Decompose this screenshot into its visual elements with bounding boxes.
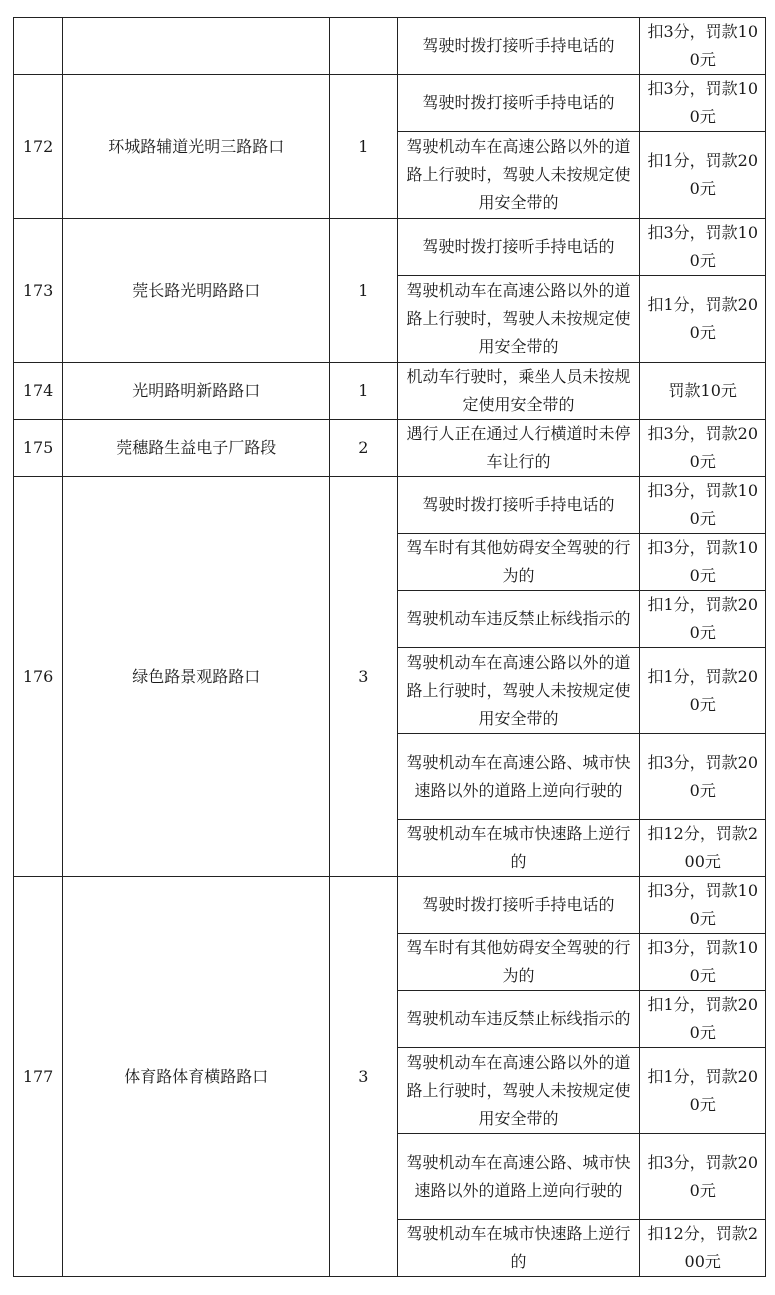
intersection-number: 174 — [14, 363, 63, 420]
penalty: 扣3分，罚款200元 — [640, 420, 766, 477]
violation-count: 1 — [330, 75, 397, 219]
intersection-number: 173 — [14, 219, 63, 363]
penalty: 扣1分，罚款200元 — [640, 276, 766, 363]
penalty: 扣3分，罚款100元 — [640, 534, 766, 591]
violation-behavior: 驾驶机动车在高速公路、城市快速路以外的道路上逆向行驶的 — [397, 734, 640, 820]
violation-behavior: 驾驶时拨打接听手持电话的 — [397, 18, 640, 75]
table-row — [14, 18, 766, 75]
table-row — [14, 75, 766, 132]
violation-behavior: 驾驶机动车在城市快速路上逆行的 — [397, 820, 640, 877]
violation-behavior: 驾驶机动车在高速公路以外的道路上行驶时，驾驶人未按规定使用安全带的 — [397, 1048, 640, 1134]
violation-table-body — [14, 18, 766, 1277]
violation-behavior: 驾车时有其他妨碍安全驾驶的行为的 — [397, 934, 640, 991]
penalty: 扣1分，罚款200元 — [640, 991, 766, 1048]
violation-behavior: 驾驶时拨打接听手持电话的 — [397, 219, 640, 276]
penalty: 扣3分，罚款200元 — [640, 734, 766, 820]
intersection-number — [14, 18, 63, 75]
violation-table — [13, 17, 766, 1277]
penalty: 扣3分，罚款100元 — [640, 75, 766, 132]
violation-behavior: 驾车时有其他妨碍安全驾驶的行为的 — [397, 534, 640, 591]
intersection-name: 体育路体育横路路口 — [63, 877, 330, 1277]
penalty: 扣3分，罚款100元 — [640, 219, 766, 276]
penalty: 扣1分，罚款200元 — [640, 132, 766, 219]
violation-count: 1 — [330, 219, 397, 363]
penalty: 扣3分，罚款100元 — [640, 18, 766, 75]
intersection-name: 莞穗路生益电子厂路段 — [63, 420, 330, 477]
violation-count: 3 — [330, 477, 397, 877]
violation-count — [330, 18, 397, 75]
violation-behavior: 遇行人正在通过人行横道时未停车让行的 — [397, 420, 640, 477]
intersection-name: 绿色路景观路路口 — [63, 477, 330, 877]
table-row — [14, 877, 766, 934]
violation-behavior: 驾驶机动车在高速公路以外的道路上行驶时，驾驶人未按规定使用安全带的 — [397, 648, 640, 734]
penalty: 罚款10元 — [640, 363, 766, 420]
intersection-number: 177 — [14, 877, 63, 1277]
penalty: 扣3分，罚款100元 — [640, 477, 766, 534]
violation-behavior: 驾驶时拨打接听手持电话的 — [397, 877, 640, 934]
table-row — [14, 219, 766, 276]
table-row — [14, 477, 766, 534]
violation-behavior: 驾驶机动车在高速公路、城市快速路以外的道路上逆向行驶的 — [397, 1134, 640, 1220]
violation-behavior: 驾驶机动车在城市快速路上逆行的 — [397, 1220, 640, 1277]
penalty: 扣1分，罚款200元 — [640, 591, 766, 648]
intersection-name: 光明路明新路路口 — [63, 363, 330, 420]
intersection-name: 莞长路光明路路口 — [63, 219, 330, 363]
table-row — [14, 420, 766, 477]
intersection-name: 环城路辅道光明三路路口 — [63, 75, 330, 219]
penalty: 扣1分，罚款200元 — [640, 1048, 766, 1134]
violation-behavior: 驾驶时拨打接听手持电话的 — [397, 75, 640, 132]
penalty: 扣3分，罚款100元 — [640, 877, 766, 934]
intersection-number: 176 — [14, 477, 63, 877]
intersection-number: 175 — [14, 420, 63, 477]
penalty: 扣3分，罚款200元 — [640, 1134, 766, 1220]
violation-count: 2 — [330, 420, 397, 477]
violation-behavior: 机动车行驶时，乘坐人员未按规定使用安全带的 — [397, 363, 640, 420]
violation-count: 3 — [330, 877, 397, 1277]
violation-behavior: 驾驶机动车在高速公路以外的道路上行驶时，驾驶人未按规定使用安全带的 — [397, 276, 640, 363]
penalty: 扣12分，罚款200元 — [640, 820, 766, 877]
table-row — [14, 363, 766, 420]
violation-count: 1 — [330, 363, 397, 420]
violation-behavior: 驾驶机动车违反禁止标线指示的 — [397, 591, 640, 648]
intersection-number: 172 — [14, 75, 63, 219]
violation-behavior: 驾驶机动车违反禁止标线指示的 — [397, 991, 640, 1048]
penalty: 扣12分，罚款200元 — [640, 1220, 766, 1277]
violation-behavior: 驾驶时拨打接听手持电话的 — [397, 477, 640, 534]
penalty: 扣3分，罚款100元 — [640, 934, 766, 991]
violation-behavior: 驾驶机动车在高速公路以外的道路上行驶时，驾驶人未按规定使用安全带的 — [397, 132, 640, 219]
intersection-name — [63, 18, 330, 75]
penalty: 扣1分，罚款200元 — [640, 648, 766, 734]
